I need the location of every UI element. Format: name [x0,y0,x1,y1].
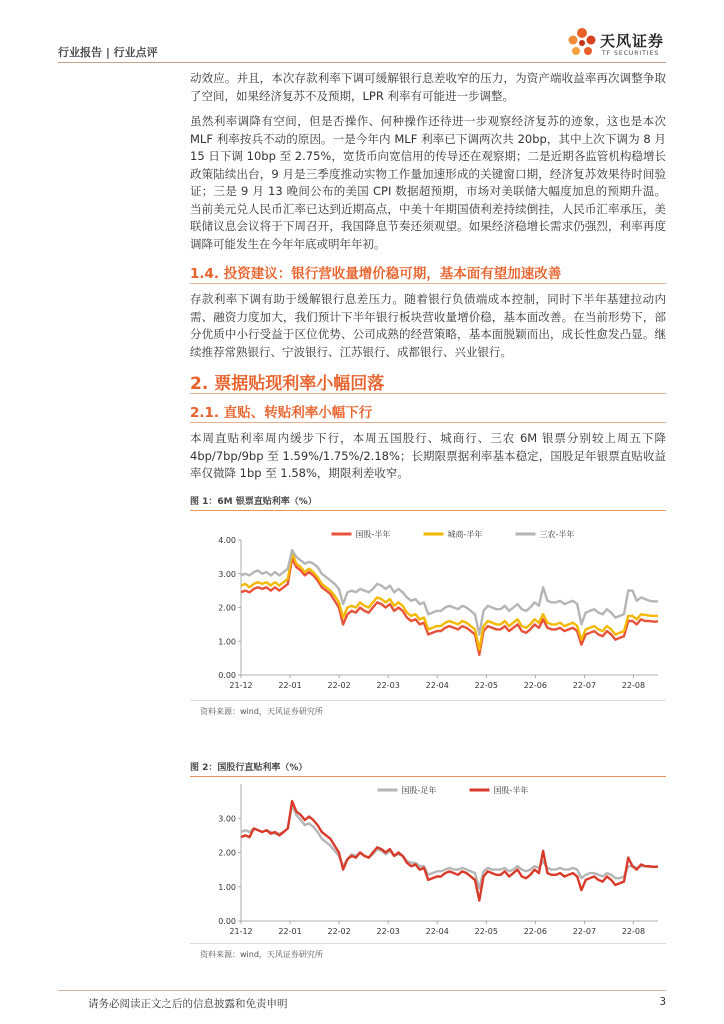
x-tick-label: 22-02 [327,927,351,936]
figure-1-source: 资料来源：wind，天风证券研究所 [200,707,323,716]
paragraph-1 [190,70,666,105]
x-tick-label: 22-05 [474,681,498,690]
footer-disclaimer: 请务必阅读正文之后的信息披露和免责申明 [88,998,288,1010]
x-tick-label: 22-01 [278,927,302,936]
chart-state-joint-stock-rates [196,780,666,940]
y-tick-label: 0.00 [218,671,236,680]
y-tick-label: 2.00 [218,848,236,858]
company-logo [566,26,686,62]
x-tick-label: 21-12 [229,927,253,936]
y-tick-label: 1.00 [218,637,236,647]
heading-underline [190,422,666,423]
logo-flower-icon [566,26,598,60]
x-tick-label: 22-06 [523,927,547,936]
legend-label: 国股-半年 [355,530,391,539]
logo-text-cn: 天风证券 [600,32,665,50]
paragraph-text: 本周直贴利率周内缓步下行，本周五国股行、城商行、三农 6M 银票分别较上周五下降 4bp/7bp/9bp 至 1.59%/1.75%/2.18%；长期限票据利率基本稳定，国股足年银票直贴收益率仅微降 1bp 至 1.58%，期限利差收窄。 [190,431,666,480]
y-tick-label: 0.00 [218,917,236,926]
y-tick-label: 4.00 [218,536,236,545]
section-heading-2: 2. 票据贴现利率小幅回落 [190,374,385,394]
footer-divider [58,990,666,991]
x-tick-label: 22-07 [572,681,597,690]
x-tick-label: 21-12 [229,681,253,690]
x-tick-label: 22-04 [425,681,449,690]
x-tick-label: 22-08 [621,927,646,936]
x-tick-label: 22-03 [376,681,400,690]
paragraph-2 [190,113,666,253]
paragraph-text: 动效应。并且，本次存款利率下调可缓解银行息差收窄的压力，为资产端收益率再次调整争取了空间，如果经济复苏不及预期，LPR 利率有可能进一步调整。 [190,71,666,103]
legend-label: 城商-半年 [447,530,483,539]
x-tick-label: 22-06 [523,681,547,690]
y-tick-label: 1.00 [218,882,236,892]
paragraph-3 [190,291,666,361]
figure-2-bottom-rule [190,943,666,944]
series-line-1 [241,554,658,650]
x-tick-label: 22-04 [425,927,449,936]
y-tick-label: 2.00 [218,603,236,613]
paragraph-text: 虽然利率调降有空间，但是否操作、何种操作还待进一步观察经济复苏的迹象，这也是本次 MLF 利率按兵不动的原因。一是今年内 MLF 利率已下调两次共 20bp，其中上次下调为 8 月 15 日下调 10bp 至 2.75%，宽货币向宽信用的传导还在观察期；二是近期各监管机构稳增长政策陆续出台，9 月是三季度推动实物工作量加速形成的关键窗口期，经济复苏效果待时间验证；三是 9 月 13 晚间公布的美国 CPI 数据超预期，市场对美联储大幅度加息的预期升温。当前美元兑人民币汇率已达到近期高点，中美十年期国债利差持续倒挂，人民币汇率承压，美联储议息会议将于下周召开，我国降息节奏还须观望。如果经济稳增长需求仍强烈，利率再度调降可能发生在今年年底或明年年初。 [190,114,666,251]
y-tick-label: 3.00 [218,814,236,824]
figure-1-title: 图 1：6M 银票直贴利率（%） [190,497,317,507]
section-heading-2-1: 2.1. 直贴、转贴利率小幅下行 [190,405,373,421]
paragraph-4 [190,430,666,483]
y-tick-label: 3.00 [218,569,236,579]
legend-label: 三农-半年 [539,530,575,539]
legend-label: 国股-足年 [401,786,437,795]
chart-6m-bank-acceptance-rates [196,518,666,696]
header-breadcrumb: 行业报告 | 行业点评 [58,46,158,59]
logo-text-en: TF SECURITIES [602,50,660,57]
series-line-1 [241,801,658,900]
legend-label: 国股-半年 [493,786,529,795]
heading-underline [190,283,666,284]
figure-1-bottom-rule [190,700,666,701]
x-tick-label: 22-02 [327,681,351,690]
figure-2-source: 资料来源：wind，天风证券研究所 [200,950,323,959]
figure-2-rule [190,776,666,777]
x-tick-label: 22-03 [376,927,400,936]
header-divider [58,62,666,63]
section-heading-1-4: 1.4. 投资建议：银行营收量增价稳可期，基本面有望加速改善 [190,266,562,282]
figure-1-rule [190,510,666,511]
x-tick-label: 22-05 [474,927,498,936]
figure-2-title: 图 2：国股行直贴利率（%） [190,763,308,773]
x-tick-label: 22-01 [278,681,302,690]
heading-underline [190,393,666,394]
x-tick-label: 22-07 [572,927,597,936]
page-number: 3 [659,996,666,1008]
x-tick-label: 22-08 [621,681,646,690]
paragraph-text: 存款利率下调有助于缓解银行息差压力。随着银行负债端成本控制，同时下半年基建拉动内需、融资力度加大，我们预计下半年银行板块营收量增价稳，基本面改善。在当前形势下，部分优质中小行受益于区位优势、公司成熟的经营策略，基本面脱颖而出，成长性愈发凸显。继续推荐常熟银行、宁波银行、江苏银行、成都银行、兴业银行。 [190,292,666,359]
